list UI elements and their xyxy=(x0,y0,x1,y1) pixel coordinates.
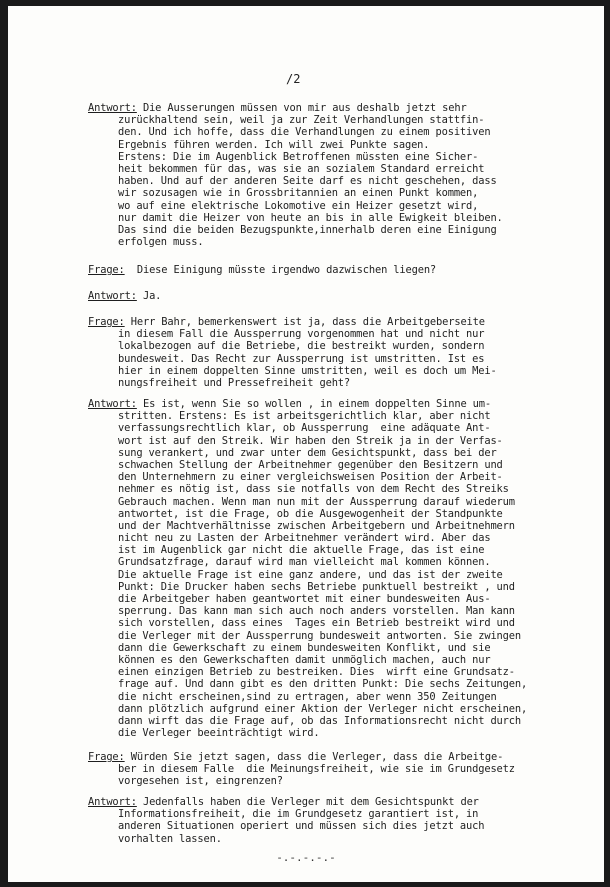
text-line: verfassungsrechtlich klar, ob Aussperrung eine adäquate Ant- xyxy=(118,422,491,435)
text-line: Die Ausserungen müssen von mir aus deshalb jetzt sehr xyxy=(136,102,467,114)
speaker-label: Frage: xyxy=(88,316,125,328)
text-line: dann wirft das die Frage auf, ob das Informationsrecht nicht durch xyxy=(118,714,521,727)
text-line: hier in einem doppelten Sinne umstritten, weil es doch um Mei- xyxy=(118,364,497,377)
text-line: können es den Gewerkschaften damit unmöglich machen, auch nur xyxy=(118,653,491,666)
page-footer-dashes: -.-.-.-.- xyxy=(276,851,336,864)
text-line: und der Machtverhältnisse zwischen Arbeitgebern und Arbeitnehmern xyxy=(118,519,515,532)
question-block-2 xyxy=(88,316,578,389)
text-line: Erstens: Die im Augenblick Betroffenen müssten eine Sicher- xyxy=(118,150,479,163)
text-line: Ja. xyxy=(136,290,162,302)
text-line: die nicht erscheinen,sind zu ertragen, aber wenn 350 Zeitungen xyxy=(118,690,497,703)
text-line: in diesem Fall die Aussperrung vorgenommen hat und nicht nur xyxy=(118,328,485,341)
text-line: heit bekommen für das, was sie an sozialem Standard erreicht xyxy=(118,162,485,175)
text-line: Jedenfalls haben die Verleger mit dem Gesichtspunkt der xyxy=(136,796,479,808)
text-line: schwachen Stellung der Arbeitnehmer gegenüber den Besitzern und xyxy=(118,458,503,471)
text-line: Herr Bahr, bemerkenswert ist ja, dass die Arbeitgeberseite xyxy=(124,316,485,328)
text-line: Die aktuelle Frage ist eine ganz andere, und das ist der zweite xyxy=(118,568,503,581)
text-line: Ergebnis führen werden. Ich will zwei Punkte sagen. xyxy=(118,138,430,151)
text-line: nicht neu zu Lasten der Arbeitnehmer verändert wird. Aber das xyxy=(118,532,491,545)
text-line xyxy=(88,739,578,751)
text-line: bundesweit. Das Recht zur Aussperrung ist umstritten. Ist es xyxy=(118,352,485,365)
speaker-label: Frage: xyxy=(88,751,125,763)
speaker-label: Antwort: xyxy=(88,398,137,410)
text-line: dann die Gewerkschaft zu einem bundesweiten Konflikt, und sie xyxy=(118,641,491,654)
text-line: Würden Sie jetzt sagen, dass die Verleger, dass die Arbeitge- xyxy=(124,751,504,763)
page-number: /2 xyxy=(286,72,301,86)
text-line: nur damit die Heizer von heute an bis in alle Ewigkeit bleiben. xyxy=(118,211,503,224)
text-line: lokalbezogen auf die Betriebe, die bestreikt wurden, sondern xyxy=(118,340,485,353)
answer-block-2 xyxy=(88,290,578,302)
question-block-3 xyxy=(88,751,578,788)
text-line: vorhalten lassen. xyxy=(118,832,222,845)
text-line: die Verleger beeinträchtigt wird. xyxy=(118,727,320,740)
text-line: Punkt: Die Drucker haben sechs Betriebe punktuell bestreikt , und xyxy=(118,580,515,593)
text-line: den Unternehmern zu einer vergleichsweisen Position der Arbeit- xyxy=(118,471,503,484)
text-line: erfolgen muss. xyxy=(118,236,204,249)
text-line: nehmer es nötig ist, dass sie notfalls von dem Recht des Streiks xyxy=(118,483,509,496)
text-line: zurückhaltend sein, weil ja zur Zeit Verhandlungen stattfin- xyxy=(118,114,485,127)
text-line: Grundsatzfrage, darauf wird man vielleicht mal kommen können. xyxy=(118,556,491,569)
text-line: Informationsfreiheit, die im Grundgesetz garantiert ist, in xyxy=(118,808,479,821)
text-line: Gebrauch machen. Wenn man nun mit der Aussperrung darauf wiederum xyxy=(118,495,515,508)
answer-block-4 xyxy=(88,796,578,845)
answer-block-3 xyxy=(88,398,578,751)
text-line: Es ist, wenn Sie so wollen , in einem doppelten Sinne um- xyxy=(136,398,491,410)
speaker-label: Frage: xyxy=(88,264,125,276)
question-block-1 xyxy=(88,264,578,276)
text-line: haben. Und auf der anderen Seite darf es nicht geschehen, dass xyxy=(118,175,497,188)
text-line: sung verankert, und zwar unter dem Gesichtspunkt, dass bei der xyxy=(118,446,497,459)
text-line: die Verleger mit der Aussperrung bundesweit antworten. Sie zwingen xyxy=(118,629,521,642)
text-line: Diese Einigung müsste irgendwo dazwischen liegen? xyxy=(124,264,437,276)
text-line: stritten. Erstens: Es ist arbeitsgerichtlich klar, aber nicht xyxy=(118,410,491,423)
text-line: frage auf. Und dann gibt es den dritten Punkt: Die sechs Zeitungen, xyxy=(118,678,528,691)
text-line: ist im Augenblick gar nicht die aktuelle Frage, das ist eine xyxy=(118,544,485,557)
document-page xyxy=(8,6,604,882)
text-line: einen einzigen Betrieb zu bestreiken. Dies wirft eine Grundsatz- xyxy=(118,666,515,679)
text-line: wir sozusagen wie in Grossbritannien an einen Punkt kommen, xyxy=(118,187,479,200)
speaker-label: Antwort: xyxy=(88,290,137,302)
speaker-label: Antwort: xyxy=(88,796,137,808)
text-line: wort ist auf den Streik. Wir haben den Streik ja in der Verfas- xyxy=(118,434,503,447)
text-line: sich vorstellen, dass eines Tages ein Betrieb bestreikt wird und xyxy=(118,617,515,630)
text-line: die Arbeitgeber haben geantwortet mit einer bundesweiten Aus- xyxy=(118,593,491,605)
text-line: antwortet, ist die Frage, ob die Ausgewogenheit der Standpunkte xyxy=(118,507,503,520)
text-line: nungsfreiheit und Pressefreiheit geht? xyxy=(118,376,351,389)
answer-block-1 xyxy=(88,102,578,248)
text-line: vorgesehen ist, eingrenzen? xyxy=(118,775,283,788)
text-line: anderen Situationen operiert und müssen sich dies jetzt auch xyxy=(118,820,485,833)
text-line: den. Und ich hoffe, dass die Verhandlungen zu einem positiven xyxy=(118,126,491,139)
text-line: wo auf eine elektrische Lokomotive ein Heizer gesetzt wird, xyxy=(118,199,479,212)
text-line: Das sind die beiden Bezugspunkte,innerhalb deren eine Einigung xyxy=(118,223,497,236)
text-line: ber in diesem Falle die Meinungsfreiheit, wie sie im Grundgesetz xyxy=(118,763,515,776)
speaker-label: Antwort: xyxy=(88,102,137,114)
text-line: dann plötzlich aufgrund einer Aktion der Verleger nicht erscheinen, xyxy=(118,702,528,715)
text-line: sperrung. Das kann man sich auch noch anders vorstellen. Man kann xyxy=(118,605,515,618)
